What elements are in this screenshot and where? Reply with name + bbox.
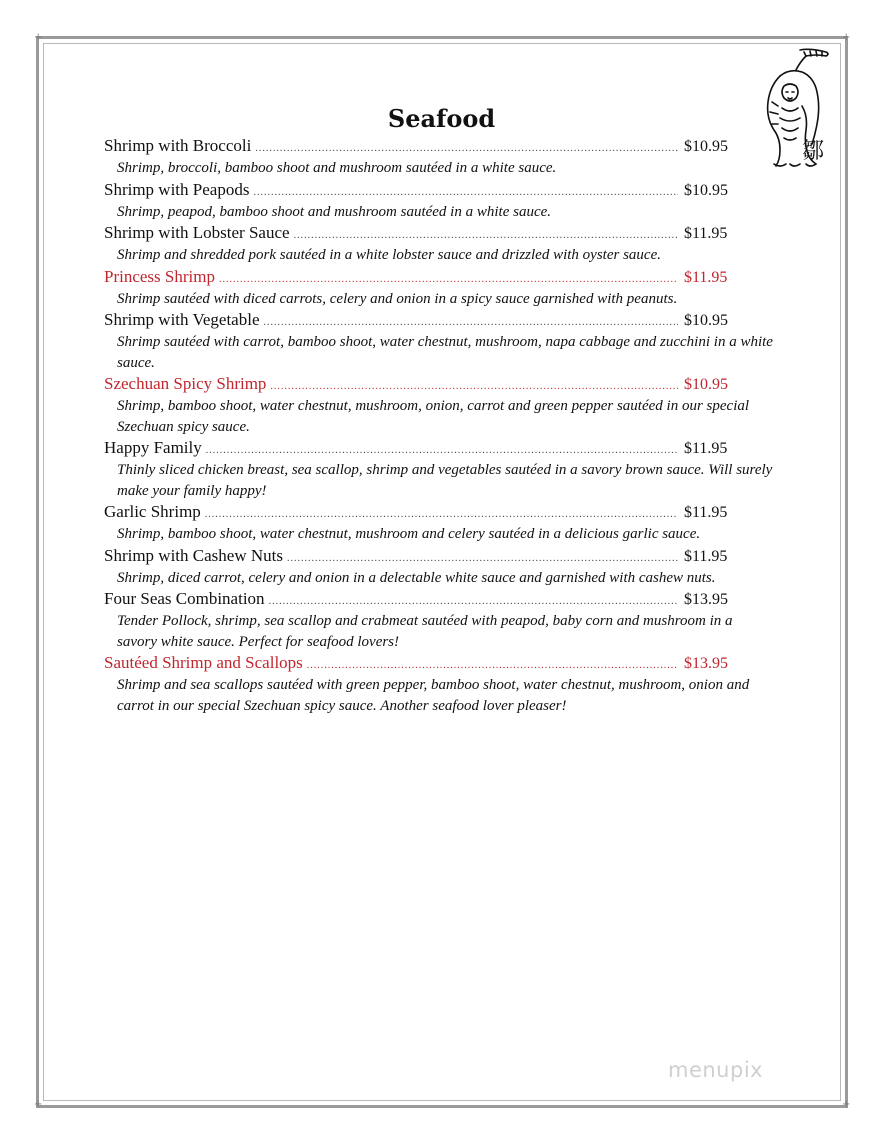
menu-item-price: $11.95 bbox=[684, 268, 728, 286]
dot-leader bbox=[264, 317, 679, 328]
menu-list bbox=[104, 136, 774, 717]
menu-item-name: Happy Family bbox=[104, 438, 202, 457]
menu-item-price: $11.95 bbox=[684, 504, 728, 521]
menu-item-header bbox=[104, 502, 774, 524]
menu-item-name: Princess Shrimp bbox=[104, 266, 215, 286]
menu-item-header bbox=[104, 310, 774, 332]
menu-item-name: Shrimp with Lobster Sauce bbox=[104, 223, 290, 242]
dot-leader bbox=[205, 509, 678, 520]
dot-leader bbox=[270, 381, 678, 392]
menu-item-name: Shrimp with Vegetable bbox=[104, 310, 260, 329]
menu-item-header bbox=[104, 223, 774, 245]
menu-item-header bbox=[104, 589, 774, 611]
menu-item bbox=[104, 546, 774, 590]
menu-item bbox=[104, 223, 774, 267]
dot-leader bbox=[206, 445, 678, 456]
watermark: menupix bbox=[668, 1058, 764, 1082]
menu-item-description: Shrimp, broccoli, bamboo shoot and mushroom sautéed in a white sauce. bbox=[117, 160, 557, 176]
menu-item-description: Shrimp, bamboo shoot, water chestnut, mushroom and celery sautéed in a delicious garlic sauce. bbox=[117, 526, 701, 542]
corner-ornament: + bbox=[842, 1099, 851, 1110]
corner-ornament: + bbox=[34, 1099, 43, 1110]
menu-item bbox=[104, 589, 774, 653]
menu-item-header bbox=[104, 267, 774, 289]
menu-item-price: $11.95 bbox=[684, 225, 728, 242]
menu-item bbox=[104, 374, 774, 438]
menu-item-price: $11.95 bbox=[684, 440, 728, 457]
menu-item-name: Shrimp with Peapods bbox=[104, 179, 250, 199]
page-title: Seafood bbox=[387, 104, 496, 133]
menu-item-header bbox=[104, 438, 774, 460]
menu-item-name: Four Seas Combination bbox=[104, 589, 265, 608]
corner-ornament: + bbox=[842, 32, 851, 43]
dot-leader bbox=[253, 187, 678, 198]
logo-character: 鄒 bbox=[802, 139, 825, 164]
menu-item-price: $10.95 bbox=[684, 312, 728, 329]
menu-item-description: Tender Pollock, shrimp, sea scallop and crabmeat sautéed with peapod, baby corn and mushroom in a savory white sauce. Perfect for seafood lovers! bbox=[117, 613, 733, 650]
menu-item-name: Sautéed Shrimp and Scallops bbox=[104, 653, 303, 672]
menu-item-name: Shrimp with Cashew Nuts bbox=[104, 545, 283, 565]
menu-item-name: Szechuan Spicy Shrimp bbox=[104, 374, 267, 393]
dot-leader bbox=[269, 596, 678, 607]
menu-item-description: Shrimp sautéed with diced carrots, celery and onion in a spicy sauce garnished with peanuts. bbox=[117, 290, 678, 307]
menu-item-header bbox=[104, 653, 774, 675]
menu-item-description: Shrimp sautéed with carrot, bamboo shoot, water chestnut, mushroom, napa cabbage and zucchini in a white sauce. bbox=[117, 334, 773, 371]
menu-item-price: $10.95 bbox=[684, 181, 728, 199]
menu-item-header bbox=[104, 180, 774, 202]
menu-item-description: Shrimp and shredded pork sautéed in a white lobster sauce and drizzled with oyster sauce. bbox=[117, 247, 661, 263]
menu-item-price: $10.95 bbox=[684, 376, 728, 393]
menu-item bbox=[104, 653, 774, 717]
menu-item-description: Shrimp and sea scallops sautéed with green pepper, bamboo shoot, water chestnut, mushroom, onion and carrot in our special Szechuan spicy sauce. Another seafood lover pleaser! bbox=[117, 677, 750, 714]
dot-leader bbox=[294, 230, 678, 241]
menu-item-price: $11.95 bbox=[684, 547, 728, 565]
menu-item bbox=[104, 136, 774, 180]
menu-item-header bbox=[104, 136, 774, 158]
menu-item-price: $13.95 bbox=[684, 591, 728, 608]
dot-leader bbox=[287, 553, 678, 564]
menu-item bbox=[104, 180, 774, 224]
menu-item-name: Shrimp with Broccoli bbox=[104, 136, 252, 155]
menu-item bbox=[104, 438, 774, 502]
menu-item-description: Shrimp, bamboo shoot, water chestnut, mushroom, onion, carrot and green pepper sautéed in our special Szechuan spicy sauce. bbox=[117, 398, 750, 435]
menu-item-description: Shrimp, peapod, bamboo shoot and mushroom sautéed in a white sauce. bbox=[117, 203, 552, 220]
menu-item-price: $10.95 bbox=[684, 138, 728, 155]
menu-item-name: Garlic Shrimp bbox=[104, 502, 201, 521]
dot-leader bbox=[255, 143, 678, 154]
menu-item-description: Shrimp, diced carrot, celery and onion in a delectable white sauce and garnished with cashew nuts. bbox=[117, 569, 716, 586]
menu-item bbox=[104, 502, 774, 546]
corner-ornament: + bbox=[34, 32, 43, 43]
menu-item-header bbox=[104, 546, 774, 568]
dot-leader bbox=[219, 274, 678, 285]
menu-item-price: $13.95 bbox=[684, 655, 728, 672]
menu-item bbox=[104, 267, 774, 311]
menu-item bbox=[104, 310, 774, 374]
dot-leader bbox=[307, 660, 678, 671]
menu-item-header bbox=[104, 374, 774, 396]
menu-item-description: Thinly sliced chicken breast, sea scallop, shrimp and vegetables sautéed in a savory brown sauce. Will surely make your family happy! bbox=[117, 462, 773, 499]
